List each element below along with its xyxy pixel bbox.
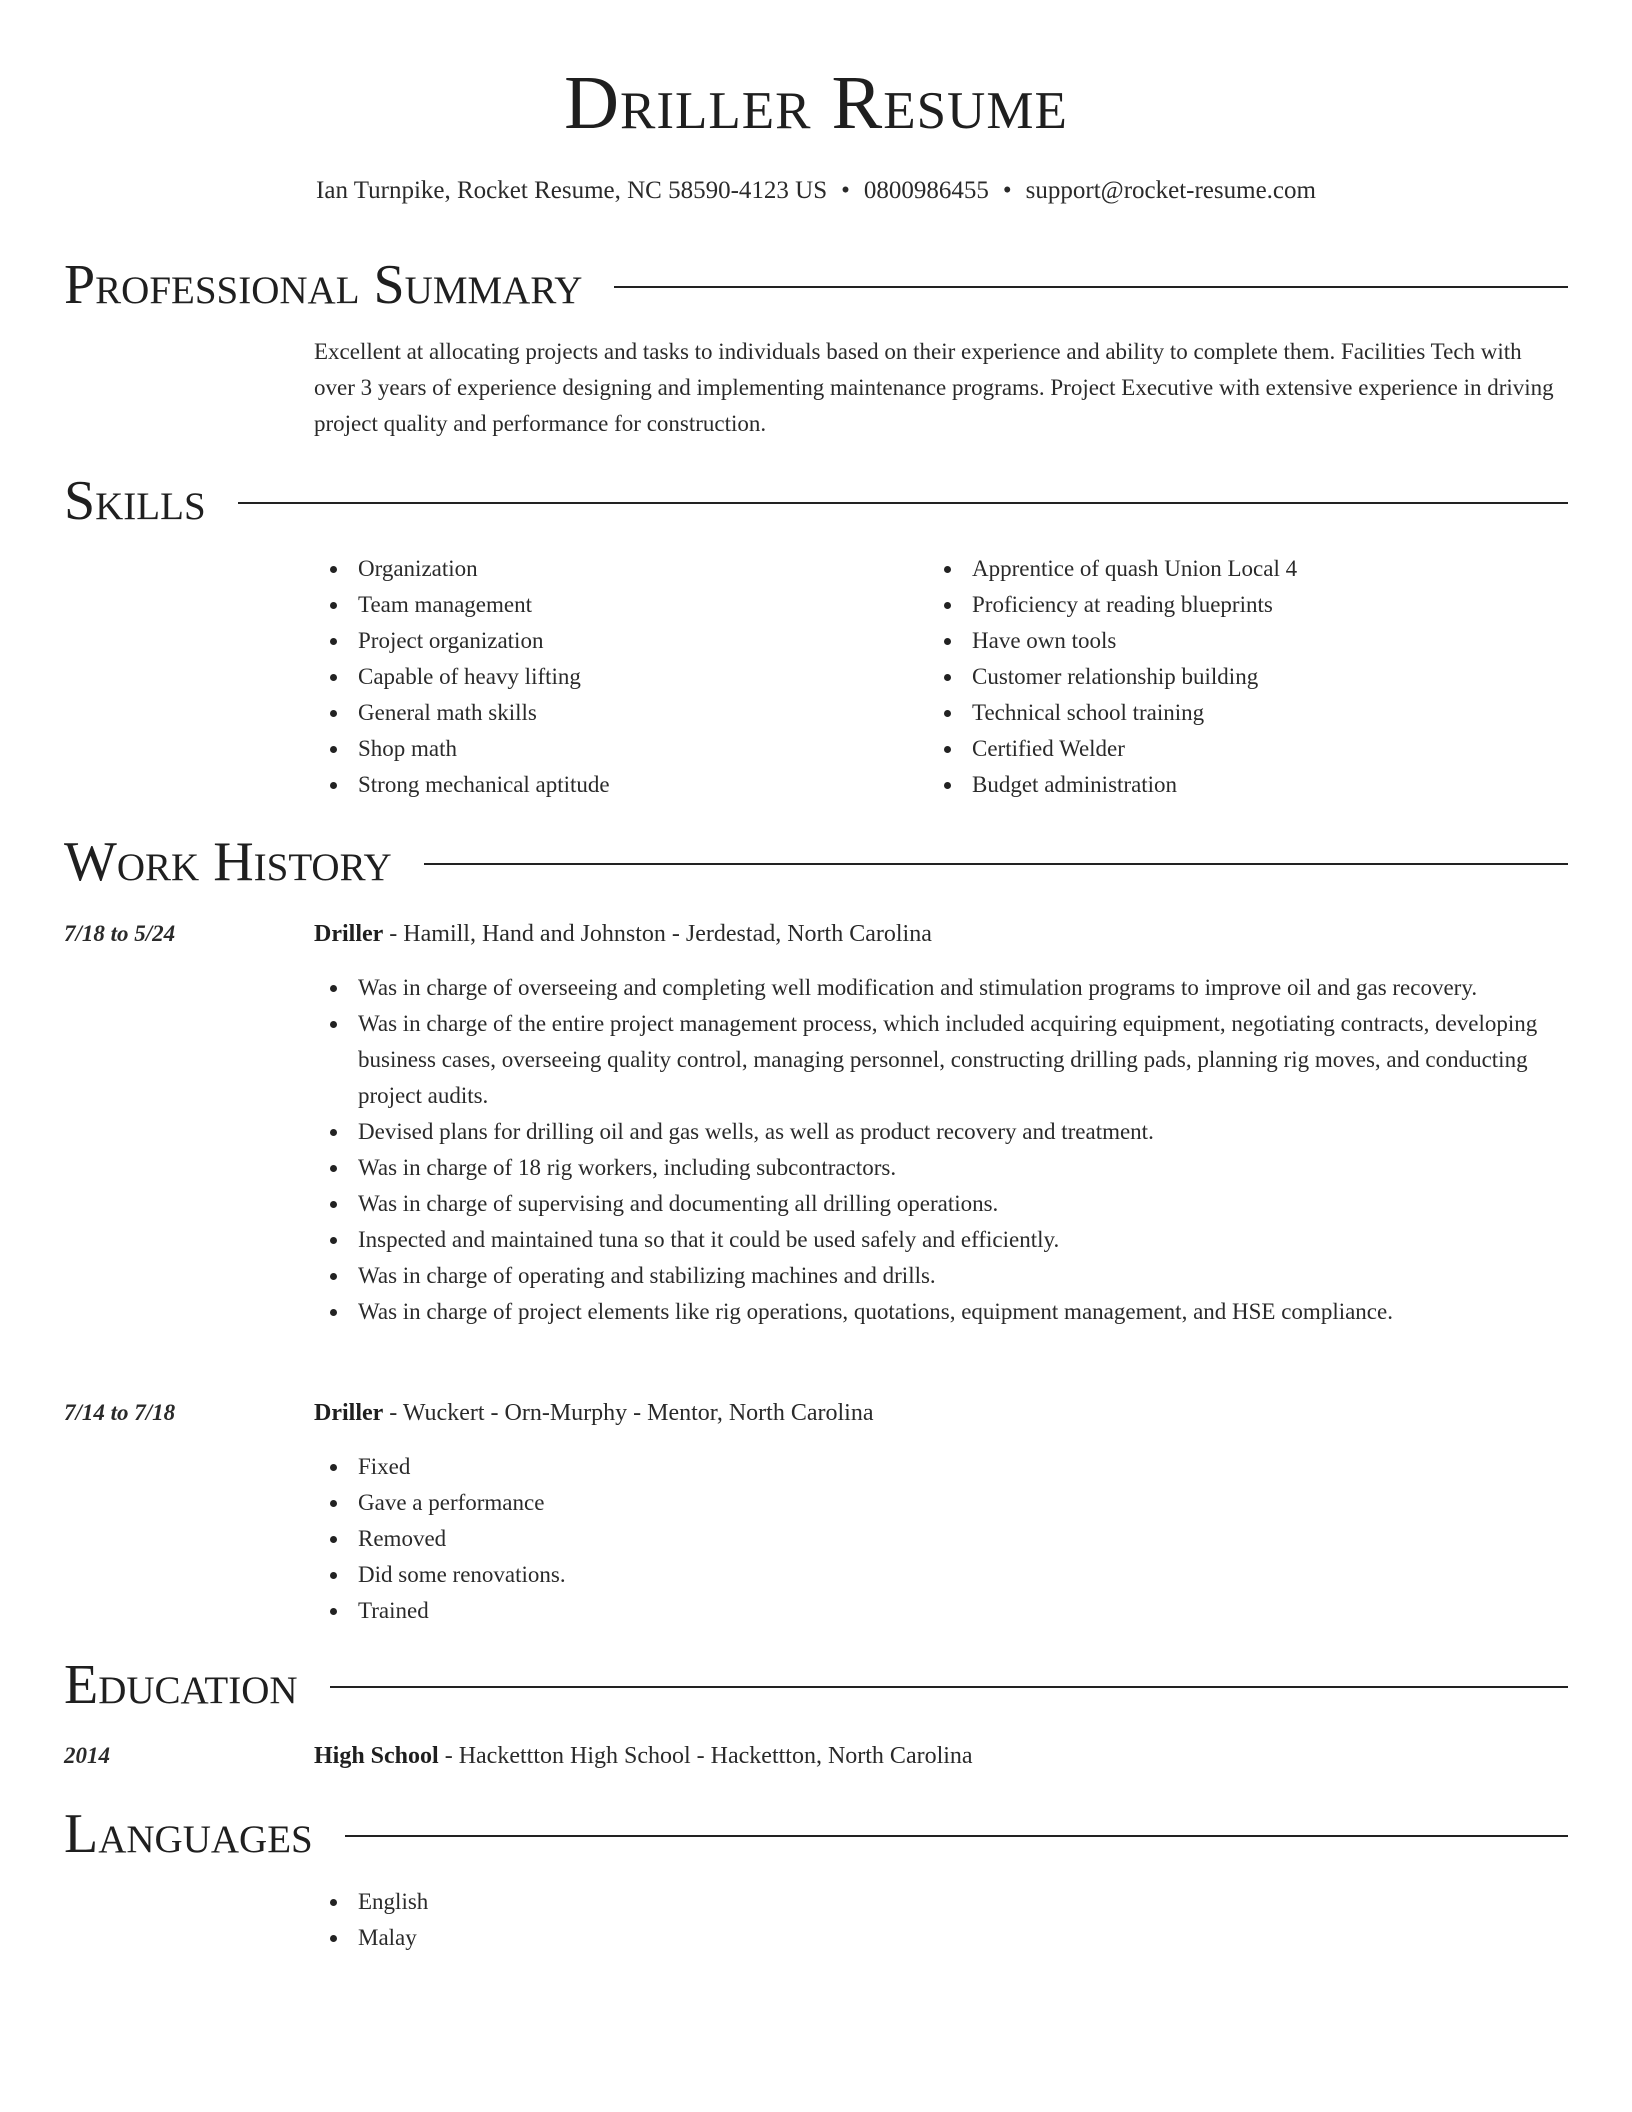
- job-dates: 7/14 to 7/18: [64, 1400, 176, 1425]
- job-bullets: [314, 1449, 1568, 1629]
- job-title-line: [314, 1395, 1568, 1431]
- job-bullet: Inspected and maintained tuna so that it could be used safely and efficiently.: [314, 1222, 1568, 1258]
- section-header-skills: [64, 469, 1568, 533]
- contact-phone: 0800986455: [863, 177, 989, 204]
- job-bullet: Devised plans for drilling oil and gas wells, as well as product recovery and treatment.: [314, 1114, 1568, 1150]
- contact-address: Ian Turnpike, Rocket Resume, NC 58590-4123 US: [316, 177, 828, 204]
- section-title-work: Work History: [64, 831, 392, 893]
- summary-text: Excellent at allocating projects and tasks to individuals based on their experience and ability to complete them. Facilities Tech with over 3 years of experience designing and implementing maintenance programs. Project Executive with extensive experience in driving project quality and performance for construction.: [314, 339, 1554, 436]
- contact-separator: •: [841, 177, 850, 204]
- job-bullet: Was in charge of project elements like rig operations, quotations, equipment management, and HSE compliance.: [314, 1294, 1568, 1330]
- contact-line: [0, 174, 1632, 208]
- job-title-line: [314, 916, 1568, 952]
- language-item: English: [314, 1884, 1568, 1920]
- resume-title: Driller Resume: [564, 61, 1068, 145]
- skill-item: Budget administration: [928, 767, 1528, 803]
- skill-item: Capable of heavy lifting: [314, 659, 914, 695]
- job-bullet: Trained: [314, 1593, 1568, 1629]
- section-header-languages: [64, 1802, 1568, 1866]
- job-bullets: [314, 970, 1568, 1330]
- education-year: 2014: [64, 1743, 110, 1768]
- education-school: - Hackettton High School - Hackettton, North Carolina: [438, 1743, 973, 1769]
- job-bullet: Was in charge of supervising and documenting all drilling operations.: [314, 1186, 1568, 1222]
- section-header-work: [64, 830, 1568, 894]
- section-divider: [345, 1835, 1568, 1837]
- section-title-education: Education: [64, 1654, 298, 1716]
- job-bullet: Removed: [314, 1521, 1568, 1557]
- skill-item: Strong mechanical aptitude: [314, 767, 914, 803]
- skill-item: General math skills: [314, 695, 914, 731]
- languages-list: [314, 1884, 1568, 1956]
- section-divider: [238, 502, 1568, 504]
- job-bullet: Was in charge of operating and stabilizing machines and drills.: [314, 1258, 1568, 1294]
- education-degree: High School: [314, 1743, 439, 1769]
- job-bullet: Gave a performance: [314, 1485, 1568, 1521]
- skill-item: Project organization: [314, 623, 914, 659]
- job-bullet: Was in charge of the entire project management process, which included acquiring equipment, negotiating contracts, developing business cases, overseeing quality control, managing personnel, constructing drilling pads, planning rig moves, and conducting project audits.: [314, 1006, 1568, 1114]
- skill-item: Certified Welder: [928, 731, 1528, 767]
- job-employer: - Hamill, Hand and Johnston - Jerdestad, North Carolina: [383, 921, 932, 947]
- skill-item: Apprentice of quash Union Local 4: [928, 551, 1528, 587]
- skill-item: Organization: [314, 551, 914, 587]
- contact-separator: •: [1002, 177, 1012, 204]
- section-divider: [330, 1686, 1568, 1688]
- skill-item: Shop math: [314, 731, 914, 767]
- job-employer: - Wuckert - Orn-Murphy - Mentor, North Carolina: [383, 1400, 874, 1426]
- skills-column-right: [928, 551, 1528, 803]
- skill-item: Have own tools: [928, 623, 1528, 659]
- section-header-summary: [64, 253, 1568, 317]
- language-item: Malay: [314, 1920, 1568, 1956]
- skill-item: Customer relationship building: [928, 659, 1528, 695]
- section-title-summary: Professional Summary: [64, 254, 583, 316]
- skill-item: Technical school training: [928, 695, 1528, 731]
- section-divider: [614, 286, 1568, 288]
- job-role: Driller: [314, 1400, 384, 1426]
- job-role: Driller: [314, 921, 384, 947]
- education-line: [314, 1738, 1568, 1774]
- section-title-languages: Languages: [64, 1803, 313, 1865]
- contact-email: support@rocket-resume.com: [1025, 177, 1316, 204]
- job-bullet: Did some renovations.: [314, 1557, 1568, 1593]
- section-divider: [424, 863, 1568, 865]
- skill-item: Team management: [314, 587, 914, 623]
- skills-column-left: [314, 551, 914, 803]
- job-bullet: Was in charge of overseeing and completing well modification and stimulation programs to improve oil and gas recovery.: [314, 970, 1568, 1006]
- skill-item: Proficiency at reading blueprints: [928, 587, 1528, 623]
- job-bullet: Was in charge of 18 rig workers, including subcontractors.: [314, 1150, 1568, 1186]
- section-title-skills: Skills: [64, 470, 206, 532]
- job-dates: 7/18 to 5/24: [64, 921, 176, 946]
- job-bullet: Fixed: [314, 1449, 1568, 1485]
- section-header-education: [64, 1653, 1568, 1717]
